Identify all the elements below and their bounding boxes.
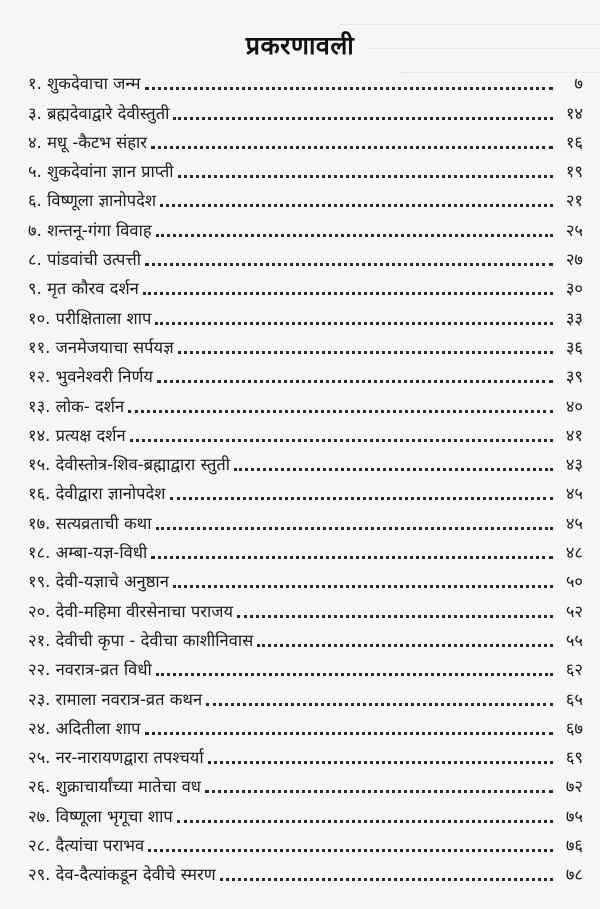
toc-entry-title: ४. मधू -कैटभ संहार <box>28 132 148 152</box>
dot-leader <box>257 644 553 647</box>
dot-leader <box>237 615 553 618</box>
toc-entry <box>28 534 583 563</box>
toc-entry-page: ६७ <box>565 718 583 738</box>
toc-entry-page: १४ <box>565 103 583 123</box>
toc-entry <box>28 65 583 94</box>
toc-entry-page: २१ <box>565 191 583 211</box>
toc-entry-page: ७६ <box>565 836 583 856</box>
toc-entry <box>28 622 583 651</box>
dot-leader <box>234 468 553 471</box>
dot-leader <box>156 527 554 530</box>
dot-leader <box>157 380 553 383</box>
toc-entry-page: ७ <box>574 74 583 94</box>
dot-leader <box>155 322 553 325</box>
toc-entry <box>28 592 583 621</box>
toc-entry <box>28 856 583 885</box>
toc-entry-title: २४. अदितीला शाप <box>28 718 141 738</box>
toc-entry-page: ४८ <box>565 543 583 563</box>
dot-leader <box>151 146 553 149</box>
dot-leader <box>173 585 553 588</box>
toc-entry-page: ५२ <box>565 601 583 621</box>
toc-entry-page: ४५ <box>565 513 583 533</box>
toc-entry-page: १६ <box>565 132 583 152</box>
toc-entry-title: १६. देवीद्वारा ज्ञानोपदेश <box>28 484 166 504</box>
toc-entry <box>28 124 583 153</box>
show-through-line <box>340 10 600 25</box>
toc-entry <box>28 768 583 797</box>
dot-leader <box>178 351 553 354</box>
toc-entry-page: ७२ <box>565 777 583 797</box>
toc-entry-title: ५. शुकदेवांना ज्ञान प्राप्ती <box>28 162 174 182</box>
toc-entry <box>28 504 583 533</box>
toc-entry <box>28 827 583 856</box>
dot-leader <box>151 556 553 559</box>
toc-entry-title: २८. दैत्यांचा पराभव <box>28 836 145 856</box>
toc-entry <box>28 182 583 211</box>
dot-leader <box>208 761 553 764</box>
toc-entry <box>28 475 583 504</box>
toc-entry-title: २०. देवी-महिमा वीरसेनाचा पराजय <box>28 601 234 621</box>
dot-leader <box>145 263 553 266</box>
toc-entry-page: ४० <box>565 396 583 416</box>
toc-entry-title: १४. प्रत्यक्ष दर्शन <box>28 425 126 445</box>
toc-entry-page: ३९ <box>565 367 583 387</box>
toc-entry <box>28 710 583 739</box>
toc-entry <box>28 153 583 182</box>
toc-entry-page: ६२ <box>565 660 583 680</box>
toc-entry-title: १५. देवीस्तोत्र-शिव-ब्रह्माद्वारा स्तुती <box>28 455 231 475</box>
dot-leader <box>130 439 553 442</box>
dot-leader <box>145 87 553 90</box>
toc-entry <box>28 387 583 416</box>
toc-entry-title: २१. देवीची कृपा - देवीचा काशीनिवास <box>28 630 254 650</box>
toc-entry <box>28 563 583 592</box>
dot-leader <box>128 410 553 413</box>
toc-entry <box>28 446 583 475</box>
toc-entry-title: १२. भुवनेश्वरी निर्णय <box>28 367 153 387</box>
toc-entry-page: ६९ <box>565 748 583 768</box>
toc-entry <box>28 299 583 328</box>
toc-entry-page: २५ <box>565 220 583 240</box>
toc-entry-page: २७ <box>565 250 583 270</box>
toc-entry-title: १३. लोक- दर्शन <box>28 396 125 416</box>
dot-leader <box>173 117 553 120</box>
toc-entry <box>28 94 583 123</box>
toc-entry-page: ५० <box>565 572 583 592</box>
toc-entry-title: २५. नर-नारायणद्वारा तपश्चर्या <box>28 748 204 768</box>
toc-entry-title: ९. मृत कौरव दर्शन <box>28 279 139 299</box>
dot-leader <box>178 175 553 178</box>
toc-entry-title: १०. परीक्षिताला शाप <box>28 308 152 328</box>
toc-entry-title: २९. देव-दैत्यांकडून देवीचे स्मरण <box>28 865 216 885</box>
toc-entry-title: १९. देवी-यज्ञाचे अनुष्ठान <box>28 572 169 592</box>
toc-entry-title: १८. अम्बा-यज्ञ-विधी <box>28 543 148 563</box>
toc-entry-title: १७. सत्यव्रताची कथा <box>28 513 152 533</box>
dot-leader <box>145 732 553 735</box>
dot-leader <box>177 820 553 823</box>
toc-entry <box>28 680 583 709</box>
toc-entry <box>28 739 583 768</box>
toc-entry-title: १. शुकदेवाचा जन्म <box>28 74 141 94</box>
toc-entry <box>28 241 583 270</box>
toc-entry-page: ३३ <box>565 308 583 328</box>
dot-leader <box>143 292 553 295</box>
dot-leader <box>220 878 553 881</box>
toc-entry-title: ११. जनमेजयाचा सर्पयज्ञ <box>28 337 174 357</box>
toc-entry-title: ७. शन्तनू-गंगा विवाह <box>28 220 152 240</box>
toc-entry-title: २२. नवरात्र-व्रत विधी <box>28 660 152 680</box>
dot-leader <box>156 673 553 676</box>
toc-entry <box>28 211 583 240</box>
table-of-contents <box>28 65 583 885</box>
toc-entry-title: ६. विष्णूला ज्ञानोपदेश <box>28 191 157 211</box>
dot-leader <box>206 703 553 706</box>
dot-leader <box>205 790 553 793</box>
toc-entry-page: ७५ <box>565 806 583 826</box>
toc-entry-page: ४१ <box>565 425 583 445</box>
toc-entry-title: २६. शुक्राचार्यांच्या मातेचा वध <box>28 777 201 797</box>
toc-entry <box>28 270 583 299</box>
toc-entry-title: २३. रामाला नवरात्र-व्रत कथन <box>28 689 203 709</box>
dot-leader <box>156 234 553 237</box>
toc-entry-page: ३० <box>565 279 583 299</box>
dot-leader <box>160 204 553 207</box>
toc-entry-page: ५५ <box>565 630 583 650</box>
toc-entry <box>28 329 583 358</box>
dot-leader <box>170 497 553 500</box>
toc-entry-title: ३. ब्रह्मदेवाद्वारे देवीस्तुती <box>28 103 170 123</box>
toc-entry <box>28 417 583 446</box>
toc-entry-page: ३६ <box>565 337 583 357</box>
toc-entry-page: ४५ <box>565 484 583 504</box>
toc-entry <box>28 358 583 387</box>
toc-entry <box>28 797 583 826</box>
toc-entry <box>28 651 583 680</box>
toc-entry-title: ८. पांडवांची उत्पत्ती <box>28 250 142 270</box>
toc-entry-page: ६५ <box>565 689 583 709</box>
dot-leader <box>148 849 553 852</box>
toc-entry-page: ४३ <box>565 455 583 475</box>
toc-entry-page: १९ <box>565 162 583 182</box>
toc-entry-page: ७८ <box>565 865 583 885</box>
toc-entry-title: २७. विष्णूला भृगूचा शाप <box>28 806 173 826</box>
page-title: प्रकरणावली <box>245 31 355 60</box>
